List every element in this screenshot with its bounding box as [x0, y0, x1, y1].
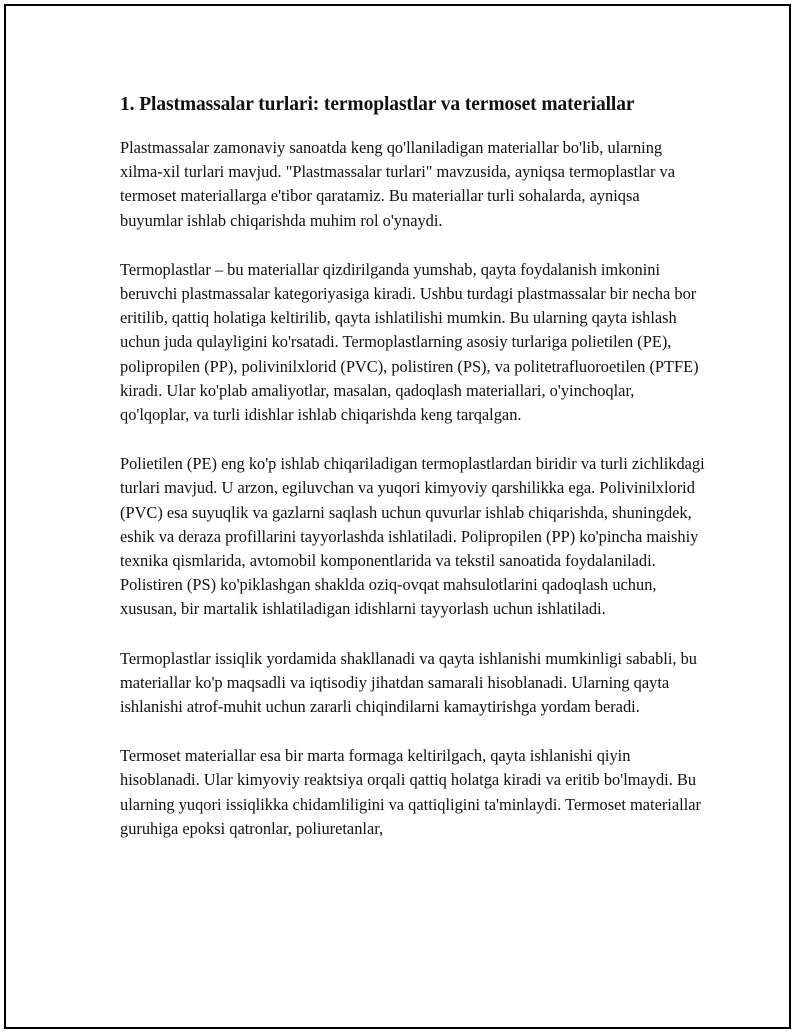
section-heading: 1. Plastmassalar turlari: termoplastlar va termoset materiallar — [120, 94, 635, 115]
page-frame — [4, 4, 791, 1029]
paragraph-polymer-types: Polietilen (PE) eng ko'p ishlab chiqariladigan termoplastlardan biridir va turli zichlikdagi turlari mavjud. U arzon, egiluvchan va yuqori kimyoviy qarshilikka ega. Polivinilxlorid (PVC) esa suyuqlik va gazlarni saqlash uchun quvurlar ishlab chiqarishda, shuningdek, eshik va deraza profillarini tayyorlashda ishlatiladi. Polipropilen (PP) ko'pincha maishiy texnika qismlarida, avtomobil komponentlarida va tekstil sanoatida foydalaniladi. Polistiren (PS) ko'piklashgan shaklda oziq-ovqat mahsulotlarini qadoqlash uchun, xususan, bir martalik ishlatiladigan idishlarni tayyorlash uchun ishlatiladi. — [120, 454, 705, 619]
paragraph-intro: Plastmassalar zamonaviy sanoatda keng qo'llaniladigan materiallar bo'lib, ularning xilma-xil turlari mavjud. "Plastmassalar turlari" mavzusida, ayniqsa termoplastlar va termoset materiallarga e'tibor qaratamiz. Bu materiallar turli sohalarda, ayniqsa buyumlar ishlab chiqarishda muhim rol o'ynaydi. — [120, 138, 676, 230]
paragraph-thermoplastics: Termoplastlar – bu materiallar qizdirilganda yumshab, qayta foydalanish imkonini beruvchi plastmassalar kategoriyasiga kiradi. Ushbu turdagi plastmassalar bir necha bor eritilib, qattiq holatiga keltirilib, qayta ishlatilishi mumkin. Bu ularning qayta ishlash uchun juda qulayligini ko'rsatadi. Termoplastlarning asosiy turlariga polietilen (PE), polipropilen (PP), polivinilxlorid (PVC), polistiren (PS), va politetrafluoroetilen (PTFE) kiradi. Ular ko'plab amaliyotlar, masalan, qadoqlash materiallari, o'yinchoqlar, qo'lqoplar, va turli idishlar ishlab chiqarishda keng tarqalgan. — [120, 259, 699, 425]
paragraph-recycling: Termoplastlar issiqlik yordamida shakllanadi va qayta ishlanishi mumkinligi sababli, bu materiallar ko'p maqsadli va iqtisodiy jihatdan samarali hisoblanadi. Ularning qayta ishlanishi atrof-muhit uchun zararli chiqindilarni kamaytirishga yordam beradi. — [120, 648, 697, 717]
document-body — [120, 92, 705, 866]
paragraph-thermosets: Termoset materiallar esa bir marta formaga keltirilgach, qayta ishlanishi qiyin hisoblanadi. Ular kimyoviy reaktsiya orqali qattiq holatga kiradi va eritib bo'lmaydi. Bu ularning yuqori issiqlikka chidamliligini va qattiqligini ta'minlaydi. Termoset materiallar guruhiga epoksi qatronlar, poliuretanlar, — [120, 746, 701, 838]
